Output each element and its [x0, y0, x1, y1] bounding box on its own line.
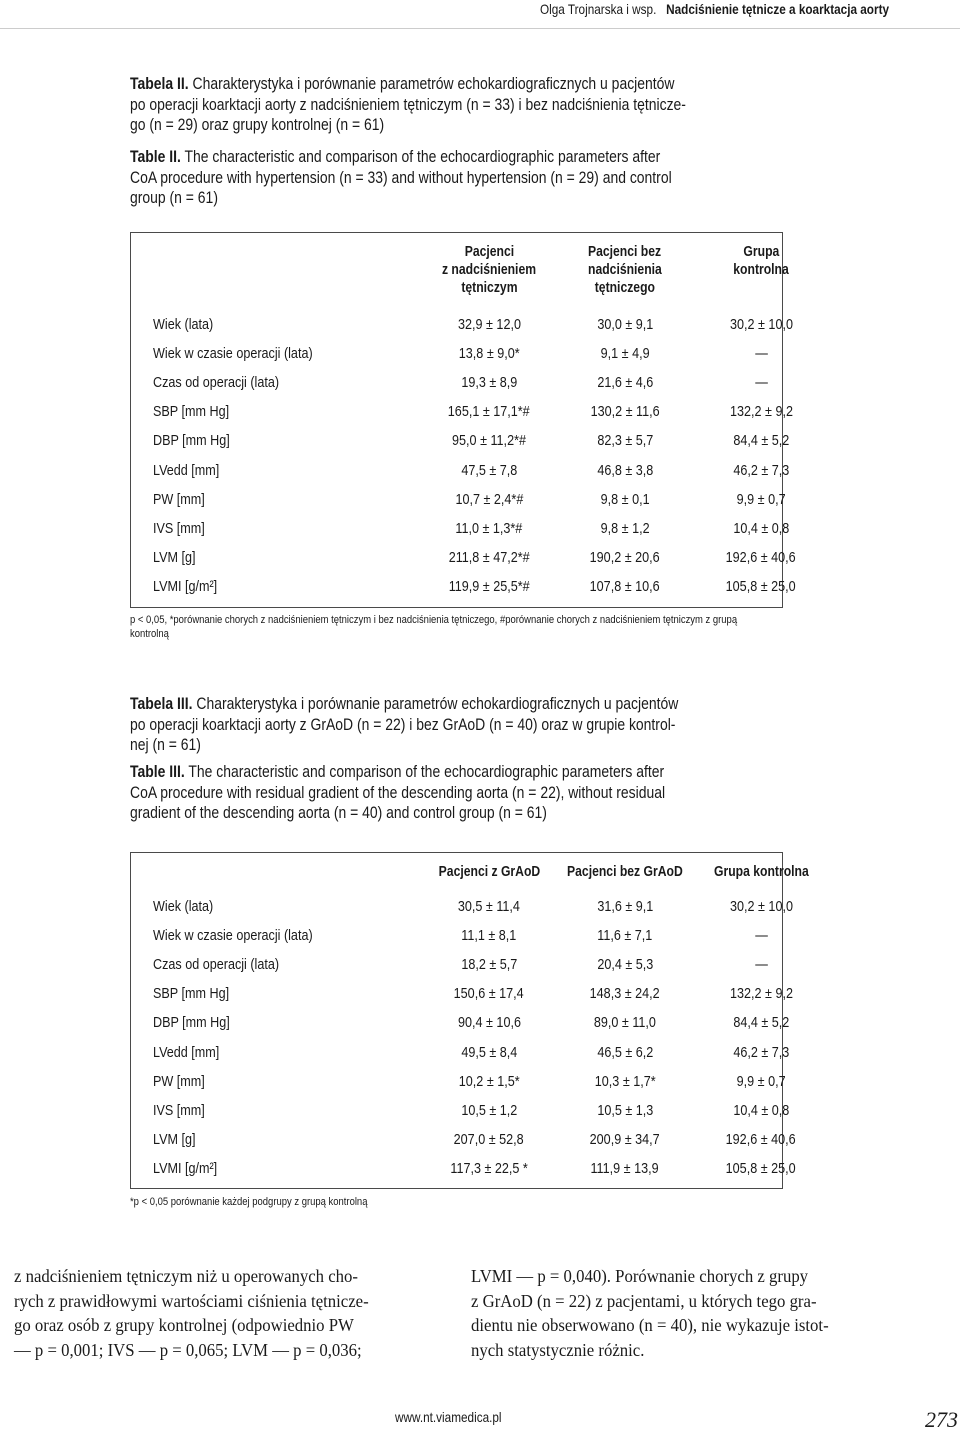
row-label: LVM [g]	[153, 1130, 196, 1148]
header-line: Pacjenci bez GrAoD	[567, 864, 683, 880]
row-label: PW [mm]	[153, 1072, 205, 1090]
caption-label: Table II.	[130, 147, 181, 166]
footer-url[interactable]	[395, 1409, 522, 1425]
footer-url-text: www.nt.viamedica.pl	[395, 1409, 502, 1425]
table2-footnote	[130, 613, 836, 641]
table-row	[131, 1072, 786, 1092]
table2-col-header-1	[419, 243, 559, 297]
table2	[130, 232, 796, 608]
value-cell: 10,4 ± 0,8	[733, 519, 789, 537]
row-label: Czas od operacji (lata)	[153, 956, 280, 974]
value-cell: 10,5 ± 1,2	[461, 1101, 517, 1119]
value-cell: 46,2 ± 7,3	[733, 1043, 789, 1061]
caption-line: group (n = 61)	[130, 188, 218, 207]
value-cell: 11,1 ± 8,1	[461, 927, 517, 945]
value-cell: 19,3 ± 8,9	[461, 374, 517, 392]
value-cell: 46,8 ± 3,8	[597, 461, 653, 479]
row-label: LVedd [mm]	[153, 461, 220, 479]
caption-line: CoA procedure with residual gradient of the descending aorta (n = 22), without residual	[130, 782, 666, 802]
value-cell: 9,8 ± 1,2	[600, 519, 650, 537]
value-cell: 150,6 ± 17,4	[454, 985, 524, 1003]
table-row	[131, 373, 782, 393]
table-row	[131, 1013, 789, 1033]
body-line: go oraz osób z grupy kontrolnej (odpowiednio PW	[14, 1315, 354, 1335]
row-label: IVS [mm]	[153, 519, 205, 537]
value-cell: 11,6 ± 7,1	[597, 927, 653, 945]
value-cell: 165,1 ± 17,1*#	[448, 403, 530, 421]
caption-label: Tabela II.	[130, 74, 189, 93]
value-cell: 130,2 ± 11,6	[590, 403, 660, 421]
table-row	[131, 315, 793, 335]
row-label: DBP [mm Hg]	[153, 432, 230, 450]
value-cell: 30,0 ± 9,1	[597, 316, 653, 333]
table2-col-header-3	[691, 243, 831, 279]
caption-line: The characteristic and comparison of the echocardiographic parameters after	[184, 147, 661, 166]
value-cell: 10,7 ± 2,4*#	[455, 490, 523, 508]
caption-line: go (n = 29) oraz grupy kontrolnej (n = 61)	[130, 115, 385, 134]
row-label: Wiek (lata)	[153, 898, 214, 915]
value-cell: 111,9 ± 13,9	[590, 1159, 660, 1177]
value-cell: 49,5 ± 8,4	[461, 1043, 517, 1061]
value-cell: 9,1 ± 4,9	[600, 345, 650, 363]
value-cell: 10,2 ± 1,5*	[458, 1072, 520, 1090]
caption-line: po operacji koarktacji aorty z GrAoD (n = 22) i bez GrAoD (n = 40) oraz w grupie kontrol-	[130, 714, 676, 734]
value-cell: 10,4 ± 0,8	[733, 1101, 789, 1119]
value-cell: 9,9 ± 0,7	[736, 490, 786, 508]
table-row	[131, 897, 793, 917]
caption-line: nej (n = 61)	[130, 735, 201, 754]
caption-line: Charakterystyka i porównanie parametrów echokardiograficznych u pacjentów	[192, 74, 675, 93]
value-cell: 31,6 ± 9,1	[597, 898, 653, 915]
value-cell: 105,8 ± 25,0	[726, 1159, 796, 1177]
header-line: Grupa kontrolna	[713, 864, 809, 880]
table-row	[131, 490, 786, 510]
caption-line: gradient of the descending aorta (n = 40) and control group (n = 61)	[130, 803, 547, 822]
value-cell: 18,2 ± 5,7	[461, 956, 517, 974]
footnote-line: p < 0,05, *porównanie chorych z nadciśnieniem tętniczym i bez nadciśnienia tętniczego, #porównanie chorych z nadciśnieniem tętniczym z grupą	[130, 614, 738, 626]
header-line: z nadciśnieniem	[441, 262, 537, 278]
table2-caption-en	[130, 147, 791, 209]
row-label: PW [mm]	[153, 490, 205, 508]
row-label: LVM [g]	[153, 548, 196, 566]
value-cell: 211,8 ± 47,2*#	[448, 548, 530, 566]
table-row	[131, 1101, 789, 1121]
table3-caption-en	[130, 762, 783, 824]
value-cell: 47,5 ± 7,8	[461, 461, 517, 479]
table3-col-header-3	[681, 863, 841, 881]
value-cell: 207,0 ± 52,8	[454, 1130, 524, 1148]
value-cell: 119,9 ± 25,5*#	[448, 577, 530, 595]
table3-footnote	[130, 1195, 406, 1209]
value-cell: 13,8 ± 9,0*	[458, 345, 520, 363]
value-cell: 9,9 ± 0,7	[736, 1072, 786, 1090]
row-label: SBP [mm Hg]	[153, 403, 230, 421]
value-cell: 46,5 ± 6,2	[597, 1043, 653, 1061]
table-row	[131, 431, 789, 451]
value-cell: —	[754, 374, 768, 392]
value-cell: 46,2 ± 7,3	[733, 461, 789, 479]
row-label: DBP [mm Hg]	[153, 1014, 230, 1032]
value-cell: 192,6 ± 40,6	[726, 548, 796, 566]
caption-label: Tabela III.	[130, 694, 193, 713]
value-cell: 30,5 ± 11,4	[457, 898, 521, 915]
row-label: Wiek (lata)	[153, 316, 214, 333]
caption-line: CoA procedure with hypertension (n = 33) and without hypertension (n = 29) and control	[130, 167, 672, 187]
row-label: Wiek w czasie operacji (lata)	[153, 345, 313, 363]
value-cell: 192,6 ± 40,6	[726, 1130, 796, 1148]
value-cell: 84,4 ± 5,2	[733, 432, 789, 450]
table-row	[131, 984, 793, 1004]
caption-label: Table III.	[130, 762, 185, 781]
value-cell: 30,2 ± 10,0	[729, 316, 793, 333]
value-cell: —	[754, 345, 768, 363]
table-row	[131, 1159, 796, 1179]
table-row	[131, 519, 789, 539]
value-cell: 90,4 ± 10,6	[457, 1014, 521, 1032]
body-line: rych z prawidłowymi wartościami ciśnienia tętnicze-	[14, 1290, 369, 1311]
table3	[130, 852, 809, 1189]
body-line: — p = 0,001; IVS — p = 0,065; LVM — p = 0,036;	[14, 1339, 362, 1360]
value-cell: —	[754, 927, 768, 945]
value-cell: 82,3 ± 5,7	[597, 432, 653, 450]
table2-col-header-2	[555, 243, 695, 297]
table-row	[131, 461, 789, 481]
caption-line: po operacji koarktacji aorty z nadciśnieniem tętniczym (n = 33) i bez nadciśnienia tętnicze-	[130, 94, 686, 114]
value-cell: 105,8 ± 25,0	[726, 577, 796, 595]
header-line: Pacjenci bez	[588, 244, 662, 260]
header-line: nadciśnienia	[588, 262, 662, 278]
value-cell: 20,4 ± 5,3	[597, 956, 653, 974]
table-row	[131, 926, 782, 946]
header-line: Pacjenci z GrAoD	[438, 864, 540, 880]
table-row	[131, 955, 782, 975]
body-line: z GrAoD (n = 22) z pacjentami, u których tego gra-	[471, 1290, 817, 1311]
body-line: nych statystycznie różnic.	[471, 1339, 645, 1360]
header-line: kontrolna	[733, 262, 789, 278]
row-label: IVS [mm]	[153, 1101, 205, 1119]
row-label: Wiek w czasie operacji (lata)	[153, 927, 313, 945]
value-cell: 190,2 ± 20,6	[590, 548, 660, 566]
table-row	[131, 344, 782, 364]
value-cell: 95,0 ± 11,2*#	[452, 432, 526, 450]
row-label: Czas od operacji (lata)	[153, 374, 280, 392]
table2-caption-pl	[130, 74, 808, 136]
table-row	[131, 1043, 789, 1063]
row-label: SBP [mm Hg]	[153, 985, 230, 1003]
table-row	[131, 1130, 796, 1150]
caption-line: The characteristic and comparison of the echocardiographic parameters after	[188, 762, 665, 781]
table-row	[131, 577, 796, 597]
value-cell: —	[754, 956, 768, 974]
body-line: dientu nie obserwowano (n = 40), nie wykazuje istot-	[471, 1315, 829, 1335]
footnote-line: kontrolną	[130, 628, 169, 640]
page-number: 273	[925, 1407, 958, 1432]
footnote-line: *p < 0,05 porównanie każdej podgrupy z grupą kontrolną	[130, 1196, 368, 1208]
header-authors: Olga Trojnarska i wsp.	[540, 1, 657, 17]
value-cell: 84,4 ± 5,2	[733, 1014, 789, 1032]
caption-line: Charakterystyka i porównanie parametrów echokardiograficznych u pacjentów	[196, 694, 679, 713]
body-line: z nadciśnieniem tętniczym niż u operowanych cho-	[14, 1266, 358, 1286]
value-cell: 200,9 ± 34,7	[590, 1130, 660, 1148]
running-header	[0, 0, 960, 29]
header-line: tętniczym	[460, 280, 518, 296]
value-cell: 89,0 ± 11,0	[593, 1014, 657, 1032]
value-cell: 107,8 ± 10,6	[590, 577, 660, 595]
table-row	[131, 402, 793, 422]
value-cell: 117,3 ± 22,5 *	[450, 1159, 528, 1177]
value-cell: 148,3 ± 24,2	[590, 985, 660, 1003]
row-label: LVedd [mm]	[153, 1043, 220, 1061]
value-cell: 10,5 ± 1,3	[597, 1101, 653, 1119]
value-cell: 132,2 ± 9,2	[729, 985, 793, 1003]
body-line: LVMI — p = 0,040). Porównanie chorych z grupy	[471, 1266, 809, 1286]
header-line: Grupa	[743, 244, 779, 260]
value-cell: 21,6 ± 4,6	[597, 374, 653, 392]
header-title: Nadciśnienie tętnicze a koarktacja aorty	[666, 1, 890, 17]
value-cell: 11,0 ± 1,3*#	[455, 519, 523, 537]
value-cell: 30,2 ± 10,0	[729, 898, 793, 915]
value-cell: 10,3 ± 1,7*	[594, 1072, 656, 1090]
header-line: tętniczego	[594, 280, 656, 296]
row-label: LVMI [g/m²]	[153, 577, 218, 595]
header-line: Pacjenci	[464, 244, 514, 260]
row-label: LVMI [g/m²]	[153, 1159, 218, 1177]
value-cell: 132,2 ± 9,2	[729, 403, 793, 421]
running-header-text	[540, 1, 956, 17]
table3-caption-pl	[130, 694, 799, 756]
table-row	[131, 548, 796, 568]
body-column-right	[471, 1264, 856, 1362]
value-cell: 9,8 ± 0,1	[600, 490, 650, 508]
value-cell: 32,9 ± 12,0	[457, 316, 521, 333]
body-column-left	[14, 1264, 395, 1362]
